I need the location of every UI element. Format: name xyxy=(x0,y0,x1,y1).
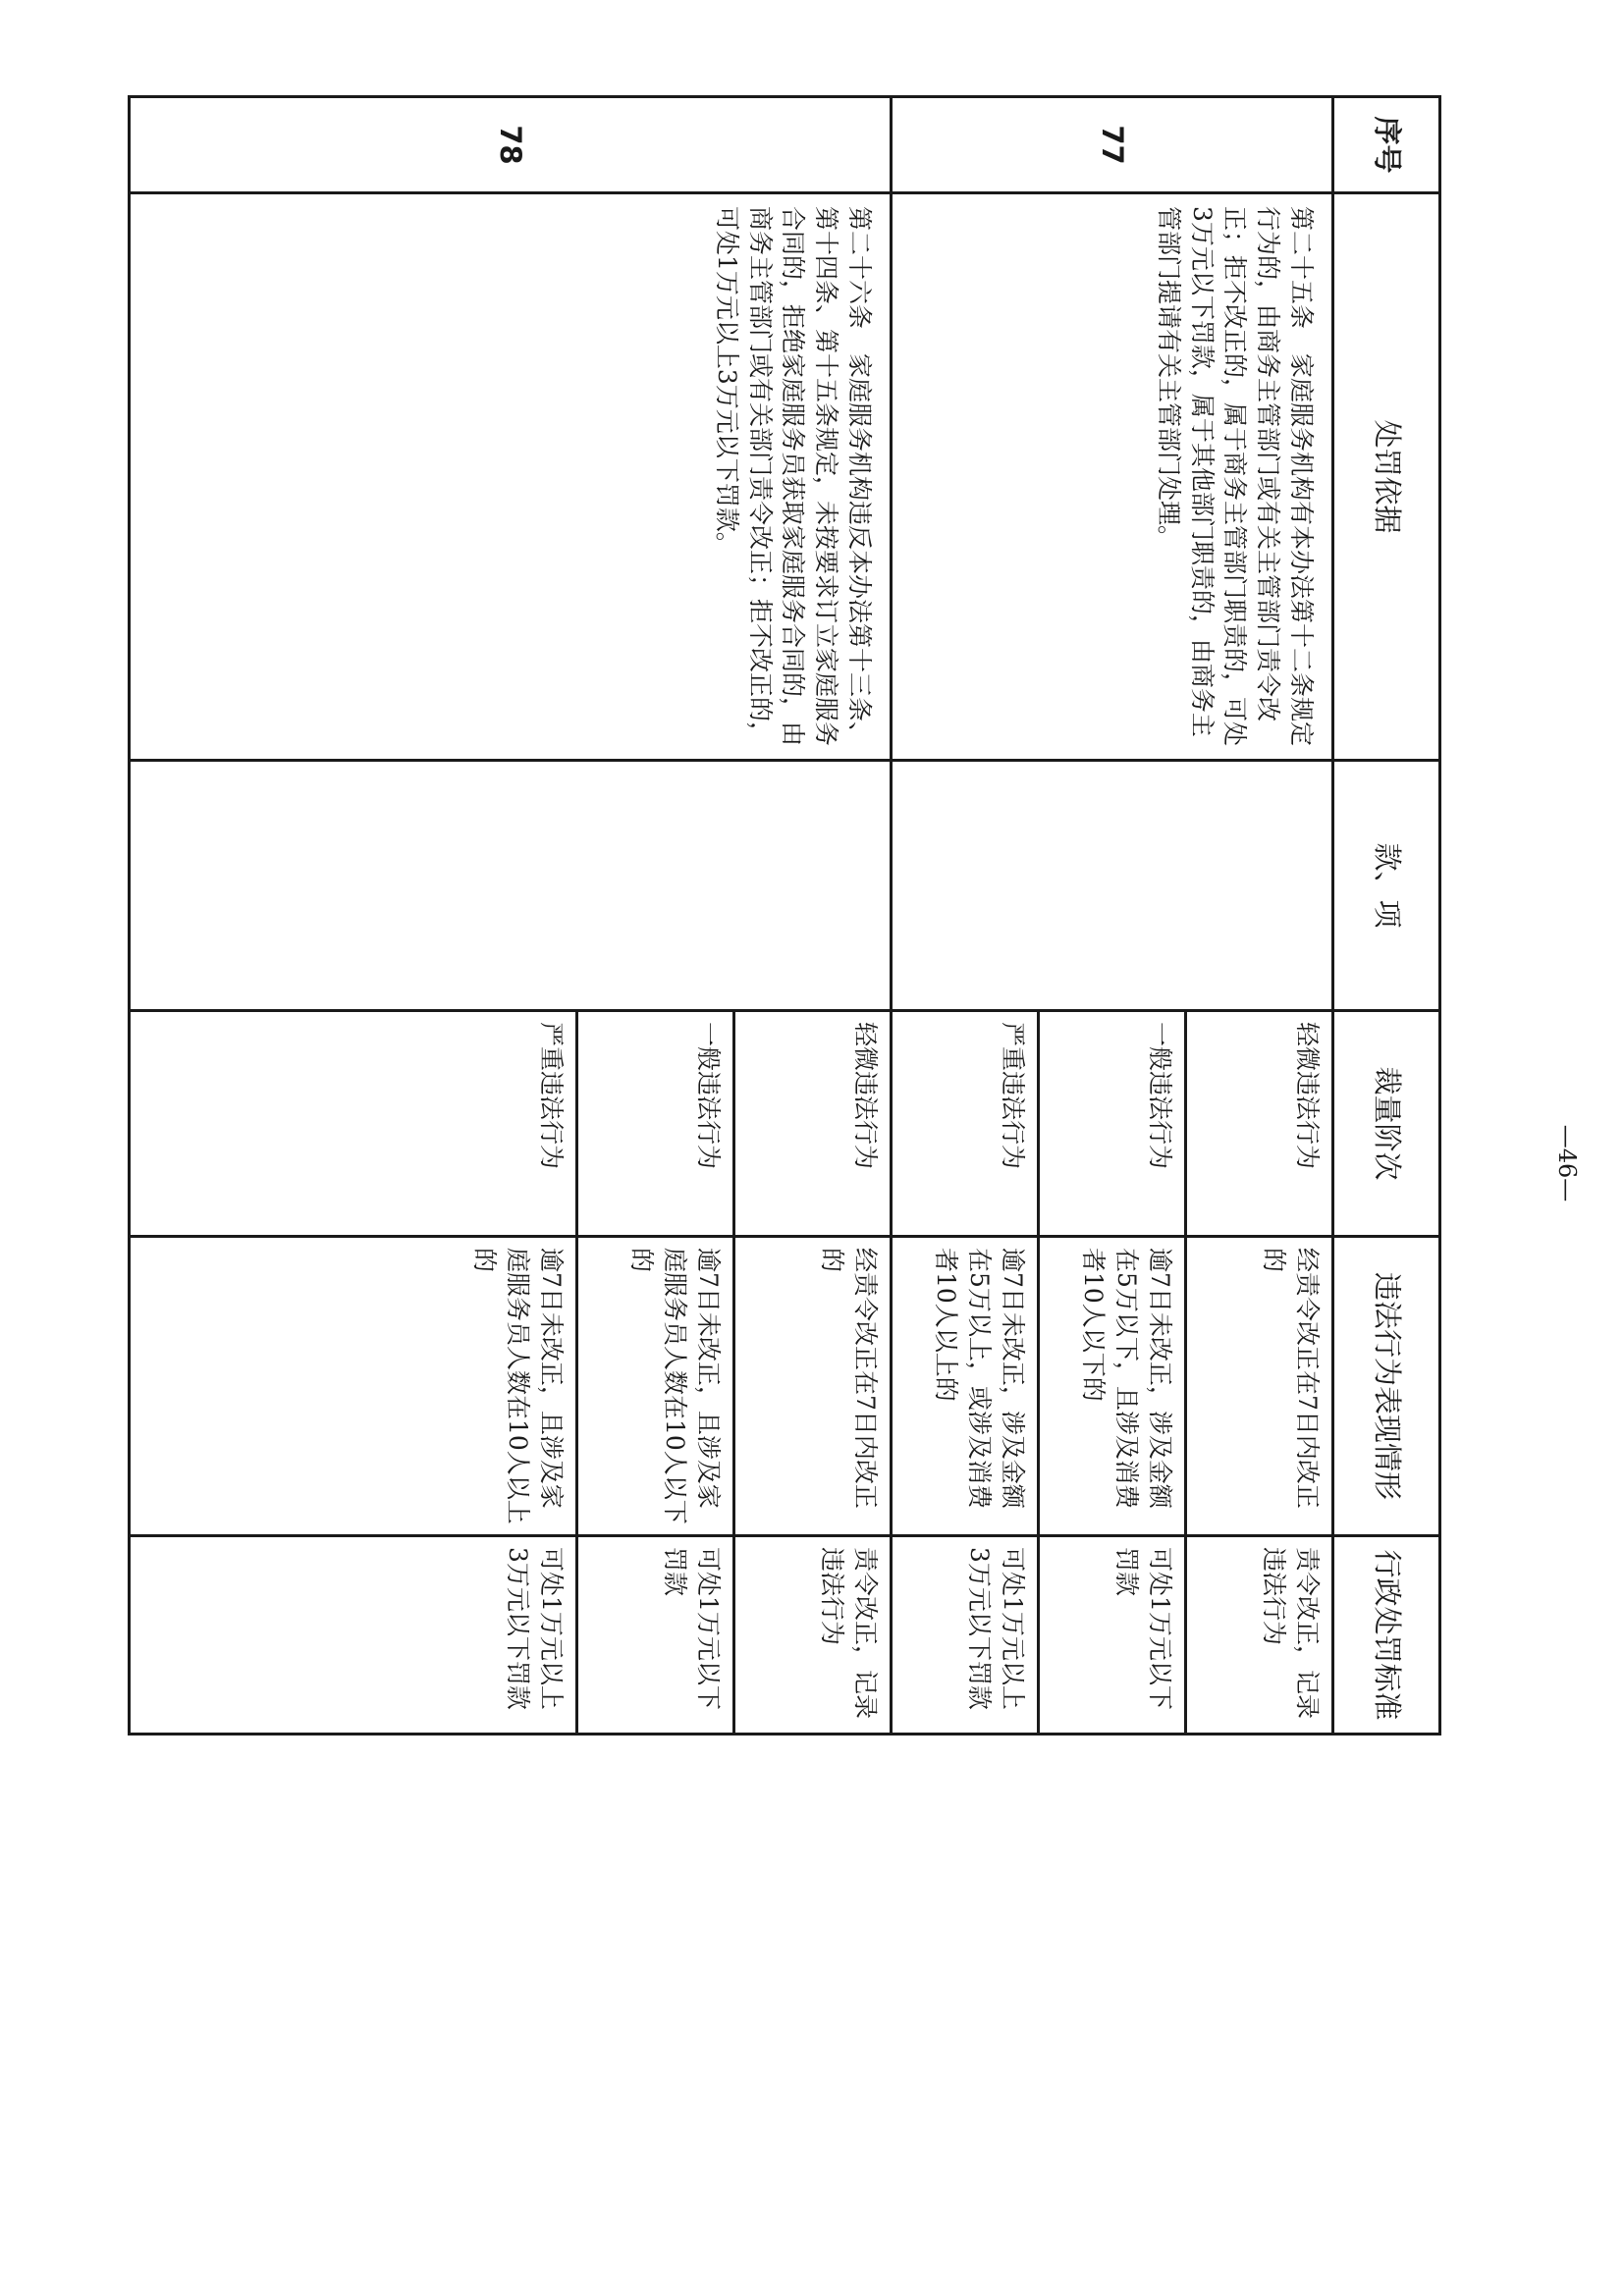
header-clause: 款、项 xyxy=(1333,761,1440,1011)
table-row xyxy=(734,97,892,1735)
item-basis xyxy=(130,193,892,761)
table-header-row xyxy=(1333,97,1440,1735)
situation-cell: 逾7日未改正，涉及金额在5万以上，或涉及消费者10人以上的 xyxy=(892,1237,1039,1536)
header-seq: 序号 xyxy=(1333,97,1440,193)
page-number: —46— xyxy=(1553,1124,1581,1202)
basis-text: 第二十五条 家庭服务机构有本办法第十二条规定行为的，由商务主管部门或有关主管部门责令改正；拒不改正的，属于商务主管部门职责的，可处3万元以下罚款，属于其他部门职责的，由商务主管部门提请有关主管部门处理。 xyxy=(1155,206,1316,747)
standard-cell: 可处1万元以上3万元以下罚款 xyxy=(892,1536,1039,1735)
item-basis xyxy=(892,193,1333,761)
level-cell: 严重违法行为 xyxy=(892,1011,1039,1237)
standard-cell: 责令改正，记录违法行为 xyxy=(734,1536,892,1735)
rotated-page-content xyxy=(128,25,1441,2292)
level-cell: 轻微违法行为 xyxy=(734,1011,892,1237)
standard-cell: 可处1万元以下罚款 xyxy=(1039,1536,1186,1735)
level-cell: 一般违法行为 xyxy=(1039,1011,1186,1237)
table-row xyxy=(1186,97,1333,1735)
level-cell: 严重违法行为 xyxy=(130,1011,577,1237)
situation-cell: 经责令改正在7日内改正的 xyxy=(734,1237,892,1536)
situation-cell: 逾7日未改正，涉及金额在5万以下，且涉及消费者10人以下的 xyxy=(1039,1237,1186,1536)
standard-cell: 可处1万元以上3万元以下罚款 xyxy=(130,1536,577,1735)
header-situation: 违法行为表现情形 xyxy=(1333,1237,1440,1536)
item-clause xyxy=(130,761,892,1011)
situation-cell: 经责令改正在7日内改正的 xyxy=(1186,1237,1333,1536)
situation-cell: 逾7日未改正，且涉及家庭服务员人数在10人以下的 xyxy=(577,1237,734,1536)
item-seq: 78 xyxy=(130,97,892,193)
level-cell: 轻微违法行为 xyxy=(1186,1011,1333,1237)
level-cell: 一般违法行为 xyxy=(577,1011,734,1237)
header-standard: 行政处罚标准 xyxy=(1333,1536,1440,1735)
situation-cell: 逾7日未改正，且涉及家庭服务员人数在10人以上的 xyxy=(130,1237,577,1536)
item-clause xyxy=(892,761,1333,1011)
standard-cell: 可处1万元以下罚款 xyxy=(577,1536,734,1735)
header-level: 裁量阶次 xyxy=(1333,1011,1440,1237)
item-seq: 77 xyxy=(892,97,1333,193)
header-basis: 处罚依据 xyxy=(1333,193,1440,761)
penalty-table xyxy=(128,95,1441,1735)
standard-cell: 责令改正，记录违法行为 xyxy=(1186,1536,1333,1735)
basis-text: 第二十六条 家庭服务机构违反本办法第十三条、第十四条、第十五条规定，未按要求订立家庭服务合同的，拒绝家庭服务员获取家庭服务合同的，由商务主管部门或有关部门责令改正；拒不改正的，可处1万元以上3万元以下罚款。 xyxy=(713,206,874,747)
